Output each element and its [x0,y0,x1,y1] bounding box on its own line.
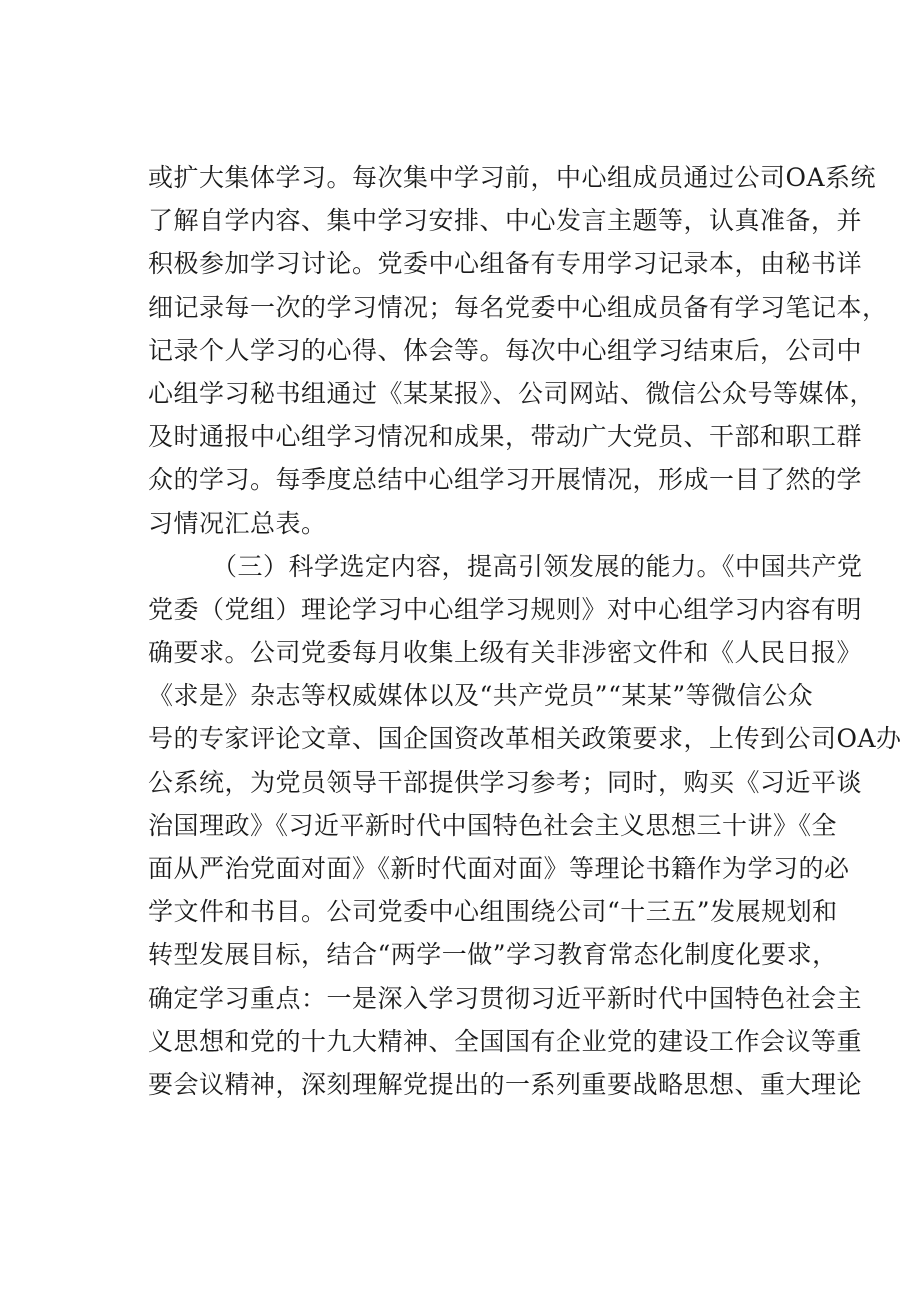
text-line: 众的学习。每季度总结中心组学习开展情况，形成一目了然的学 [148,465,863,495]
text-line: 记录个人学习的心得、体会等。每次中心组学习结束后，公司中 [148,335,863,365]
paragraph-2 [148,545,902,1106]
text-line: 积极参加学习讨论。党委中心组备有专用学习记录本，由秘书详 [148,249,863,279]
text-line: 确要求。公司党委每月收集上级有关非涉密文件和《人民日报》 [148,638,863,668]
text-line: 学文件和书目。公司党委中心组围绕公司“十三五”发展规划和 [148,897,838,927]
text-line: 或扩大集体学习。每次集中学习前，中心组成员通过公司OA系统 [148,163,877,192]
text-line: 公系统，为党员领导干部提供学习参考；同时，购买《习近平谈 [148,767,863,797]
text-line: 要会议精神，深刻理解党提出的一系列重要战略思想、重大理论 [148,1069,863,1099]
text-line: 习情况汇总表。 [148,508,327,538]
text-line: 了解自学内容、集中学习安排、中心发言主题等，认真准备，并 [148,206,863,236]
text-line: 细记录每一次的学习情况；每名党委中心组成员备有学习笔记本， [148,292,888,322]
text-line: 及时通报中心组学习情况和成果，带动广大党员、干部和职工群 [148,422,863,452]
document-body [148,156,902,1106]
text-line: 号的专家评论文章、国企国资改革相关政策要求，上传到公司OA办 [148,724,902,754]
text-line: 《求是》杂志等权威媒体以及“共产党员”“某某”等微信公众 [148,681,814,711]
text-line: 党委（党组）理论学习中心组学习规则》对中心组学习内容有明 [148,594,863,624]
text-line: 义思想和党的十九大精神、全国国有企业党的建设工作会议等重 [148,1026,863,1056]
text-line: 面从严治党面对面》《新时代面对面》等理论书籍作为学习的必 [148,854,850,883]
text-line: 心组学习秘书组通过《某某报》、公司网站、微信公众号等媒体， [148,378,876,408]
text-line: 转型发展目标，结合“两学一做”学习教育常态化制度化要求， [148,940,838,970]
section-heading-line: （三）科学选定内容，提高引领发展的能力。《中国共产党 [212,551,863,581]
text-line: 确定学习重点：一是深入学习贯彻习近平新时代中国特色社会主 [148,983,863,1013]
paragraph-1 [148,156,888,545]
text-line: 治国理政》《习近平新时代中国特色社会主义思想三十讲》《全 [148,810,838,840]
